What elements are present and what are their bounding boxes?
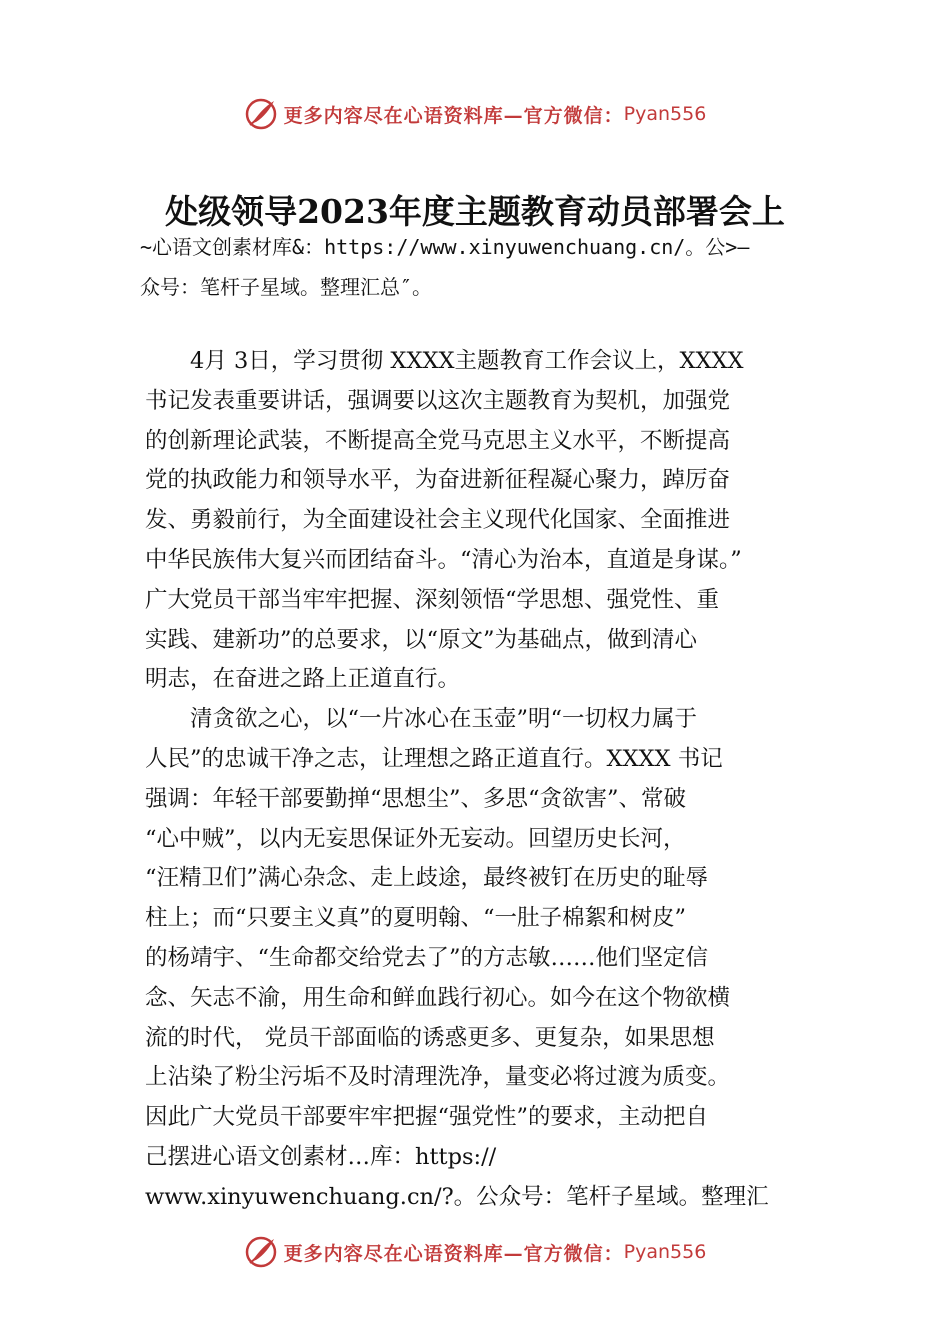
source-line: 众号：笔杆子星域。整理汇总″。 (140, 274, 433, 299)
source-line: ~心语文创素材库&：https://www.xinyuwenchuang.cn/。公>— (140, 235, 750, 259)
quill-pen-icon (244, 97, 278, 131)
body-line: 上沾染了粉尘污垢不及时清理洗净，量变必将过渡为质变。 (145, 1064, 731, 1091)
body-line: 己摆进心语文创素材…库：https:// (145, 1143, 497, 1170)
body-line: 明志，在奋进之路上正道直行。 (145, 666, 461, 693)
body-line: 书记发表重要讲话，强调要以这次主题教育为契机，加强党 (145, 387, 731, 414)
body-line: 的创新理论武装，不断提高全党马克思主义水平，不断提高 (145, 427, 731, 454)
body-line: 强调：年轻干部要勤掸“思想尘”、多思“贪欲害”、常破 (145, 785, 687, 812)
body-line: 4月 3日，学习贯彻 XXXX主题教育工作会议上，XXXX (190, 348, 744, 374)
body-line: 因此广大党员干部要牢牢把握“强党性”的要求，主动把自 (145, 1104, 709, 1131)
banner-text: 更多内容尽在心语资料库—官方微信： (283, 104, 624, 127)
quill-pen-icon (244, 1235, 278, 1269)
source-note (140, 232, 830, 312)
body-line: 广大党员干部当牢牢把握、深刻领悟“学思想、强党性、重 (145, 586, 720, 613)
document-body (145, 342, 825, 1218)
body-line: “汪精卫们”满心杂念、走上歧途，最终被钉在历史的耻辱 (145, 865, 709, 892)
body-line: 实践、建新功”的总要求，以“原文”为基础点，做到清心 (145, 626, 698, 653)
body-line: 清贪欲之心，以“一片冰心在玉壶”明“一切权力属于 (190, 706, 698, 733)
header-banner (0, 92, 950, 136)
body-line: 的杨靖宇、“生命都交给党去了”的方志敏……他们坚定信 (145, 944, 709, 971)
wechat-id: Pyan556 (623, 103, 707, 125)
body-line: 中华民族伟大复兴而团结奋斗。“清心为治本，直道是身谋。” (145, 546, 742, 573)
body-line: 党的执政能力和领导水平，为奋进新征程凝心聚力，踔厉奋 (145, 467, 731, 494)
body-line: www.xinyuwenchuang.cn/?。公众号：笔杆子星域。整理汇 (145, 1183, 769, 1210)
body-line: 念、矢志不渝，用生命和鲜血践行初心。如今在这个物欲横 (145, 984, 731, 1011)
banner-text: 更多内容尽在心语资料库—官方微信： (283, 1242, 624, 1265)
body-line: 流的时代， 党员干部面临的诱惑更多、更复杂，如果思想 (145, 1024, 715, 1051)
document-title: 处级领导2023年度主题教育动员部署会上 (165, 192, 785, 231)
body-line: 人民”的忠诚干净之志，让理想之路正道直行。XXXX 书记 (145, 745, 723, 772)
body-line: 发、勇毅前行，为全面建设社会主义现代化国家、全面推进 (145, 507, 731, 534)
wechat-id: Pyan556 (623, 1241, 707, 1263)
body-line: 柱上；而“只要主义真”的夏明翰、“一肚子棉絮和树皮” (145, 905, 687, 932)
body-line: “心中贼”，以内无妄思保证外无妄动。回望历史长河， (145, 825, 686, 852)
footer-banner (0, 1230, 950, 1274)
